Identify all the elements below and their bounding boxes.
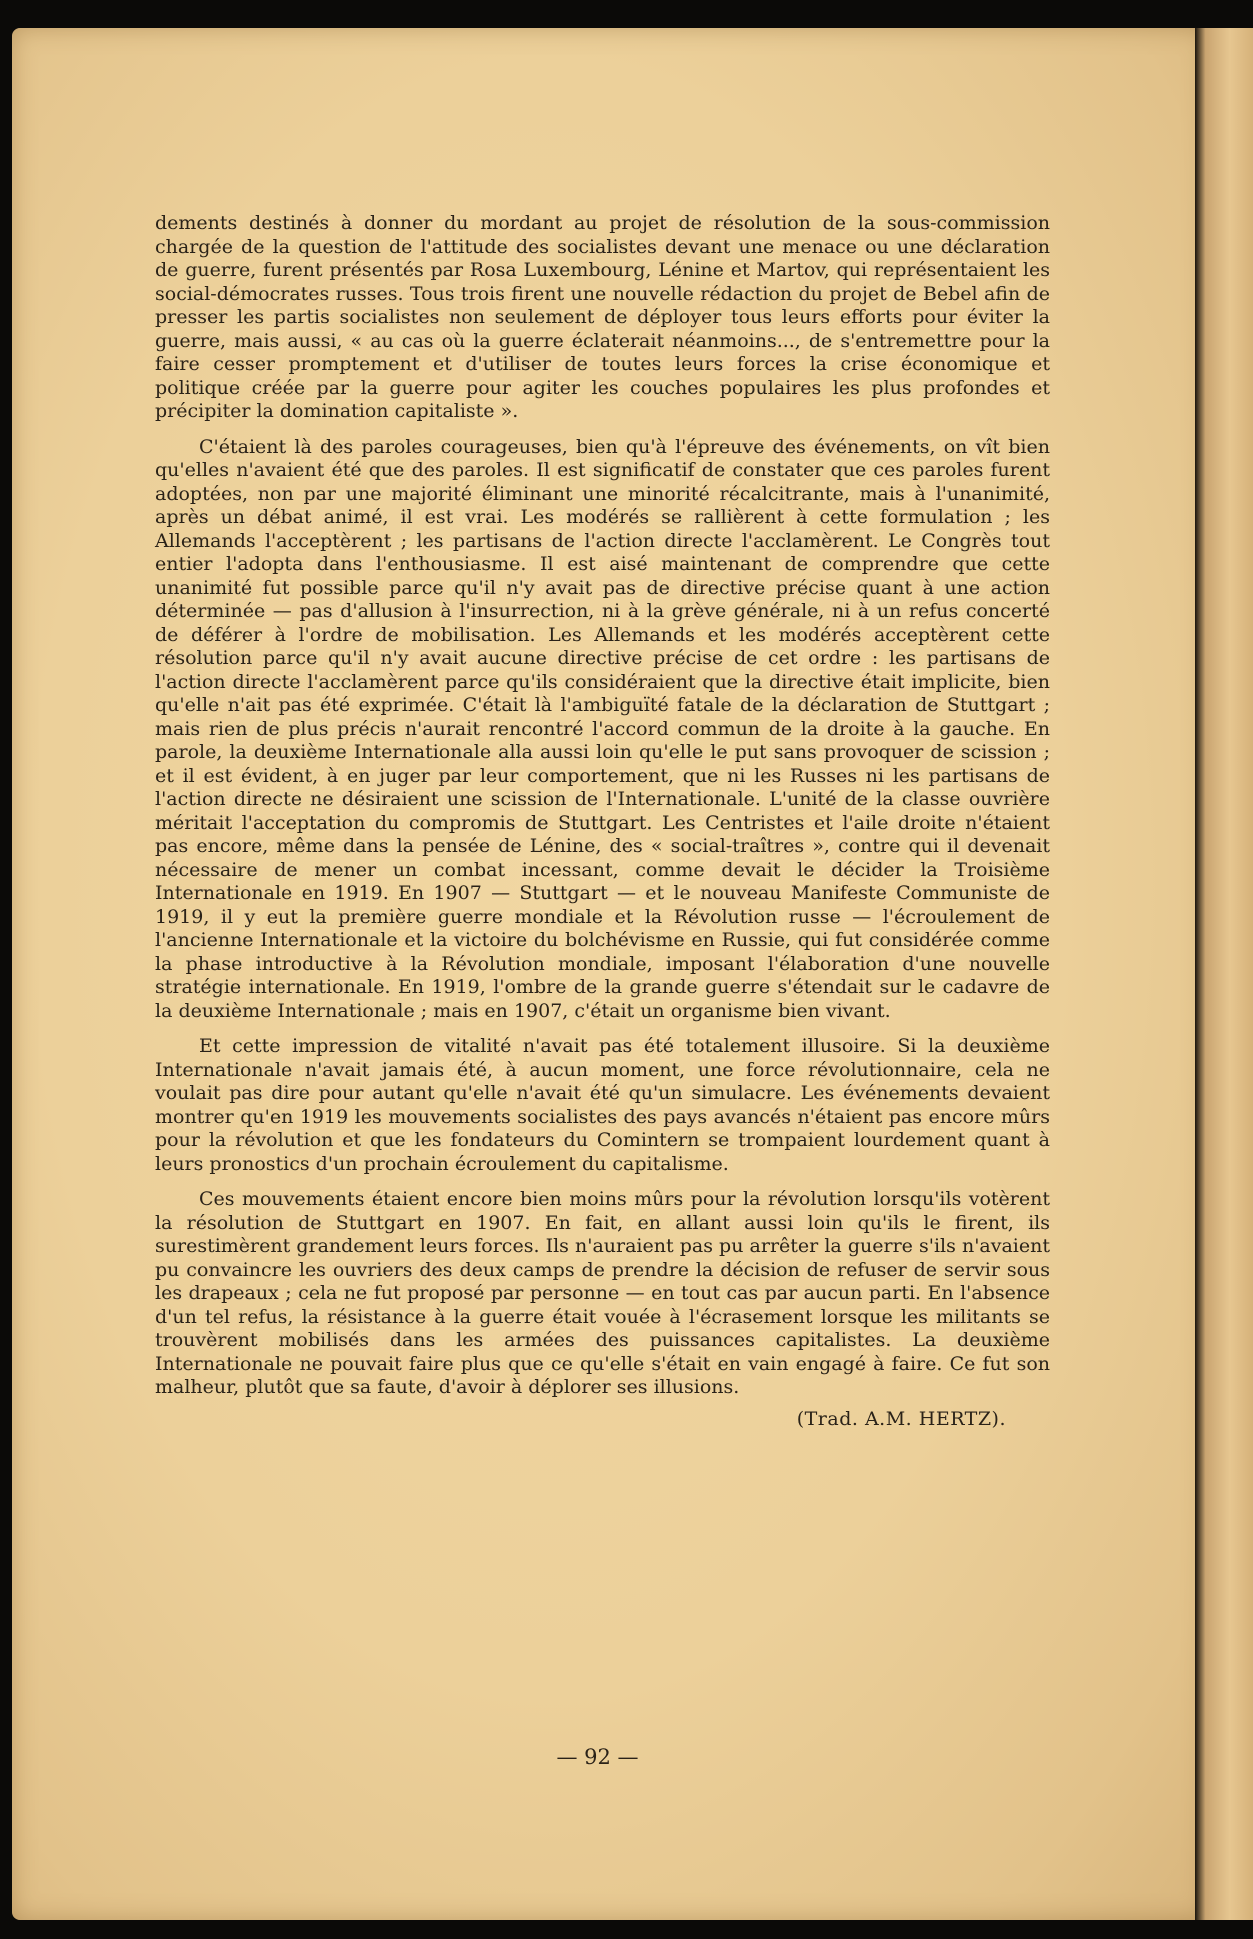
translator-credit: (Trad. A.M. HERTZ). [796,1407,1006,1430]
paragraph-1: dements destinés à donner du mordant au projet de résolution de la sous-commission chargée de la question de l'attitude des socialistes devant une menace ou une déclaration de guerre, furent présentés par Rosa Luxembourg, Lénine et Martov, qui représentaient les social-démocrates russes. Tous trois firent une nouvelle rédaction du projet de Bebel afin de presser les partis socialistes non seulement de déployer tous leurs efforts pour éviter la guerre, mais aussi, « au cas où la guerre éclaterait néanmoins..., de s'entremettre pour la faire cesser promptement et d'utiliser de toutes leurs forces la crise économique et politique créée par la guerre pour agiter les couches populaires les plus profondes et précipiter la domination capitaliste ». [155,212,1050,422]
page-gutter [1195,28,1253,1920]
page-number: — 92 — [556,1745,639,1769]
body-text [155,212,1050,1431]
paragraph-2: C'étaient là des paroles courageuses, bien qu'à l'épreuve des événements, on vît bien qu'elles n'avaient été que des paroles. Il est significatif de constater que ces paroles furent adoptées, non par une majorité éliminant une minorité récalcitrante, mais à l'unanimité, après un débat animé, il est vrai. Les modérés se rallièrent à cette formulation ; les Allemands l'acceptèrent ; les partisans de l'action directe l'acclamèrent. Le Congrès tout entier l'adopta dans l'enthousiasme. Il est aisé maintenant de comprendre que cette unanimité fut possible parce qu'il n'y avait pas de directive précise quant à une action déterminée — pas d'allusion à l'insurrection, ni à la grève générale, ni à un refus concerté de déférer à l'ordre de mobilisation. Les Allemands et les modérés acceptèrent cette résolution parce qu'il n'y avait aucune directive précise de cet ordre : les partisans de l'action directe l'acclamèrent parce qu'ils considéraient que la directive était implicite, bien qu'elle n'ait pas été exprimée. C'était là l'ambiguïté fatale de la déclaration de Stuttgart ; mais rien de plus précis n'aurait rencontré l'accord commun de la droite à la gauche. En parole, la deuxième Internationale alla aussi loin qu'elle le put sans provoquer de scission ; et il est évident, à en juger par leur comportement, que ni les Russes ni les partisans de l'action directe ne désiraient une scission de l'Internationale. L'unité de la classe ouvrière méritait l'acceptation du compromis de Stuttgart. Les Centristes et l'aile droite n'étaient pas encore, même dans la pensée de Lénine, des « social-traîtres », contre qui il devenait nécessaire de mener un combat incessant, comme devait le décider la Troisième Internationale en 1919. En 1907 — Stuttgart — et le nouveau Manifeste Communiste de 1919, il y eut la première guerre mondiale et la Révolution russe — l'écroulement de l'ancienne Internationale et la victoire du bolchévisme en Russie, qui fut considérée comme la phase introductive à la Révolution mondiale, imposant l'élaboration d'une nouvelle stratégie internationale. En 1919, l'ombre de la grande guerre s'étendait sur le cadavre de la deuxième Internationale ; mais en 1907, c'était un organisme bien vivant. [155,435,1050,1022]
paragraph-4: Ces mouvements étaient encore bien moins mûrs pour la révolution lorsqu'ils votèrent la résolution de Stuttgart en 1907. En fait, en allant aussi loin qu'ils le firent, ils surestimèrent grandement leurs forces. Ils n'auraient pas pu arrêter la guerre s'ils n'avaient pu convaincre les ouvriers des deux camps de prendre la décision de refuser de servir sous les drapeaux ; cela ne fut proposé par personne — en tout cas par aucun parti. En l'absence d'un tel refus, la résistance à la guerre était vouée à l'écrasement lorsque les militants se trouvèrent mobilisés dans les armées des puissances capitalistes. La deuxième Internationale ne pouvait faire plus que ce qu'elle s'était en vain engagé à faire. Ce fut son malheur, plutôt que sa faute, d'avoir à déplorer ses illusions. [155,1188,1050,1398]
paragraph-3: Et cette impression de vitalité n'avait pas été totalement illusoire. Si la deuxième Internationale n'avait jamais été, à aucun moment, une force révolutionnaire, cela ne voulait pas dire pour autant qu'elle n'avait été qu'un simulacre. Les événements devaient montrer qu'en 1919 les mouvements socialistes des pays avancés n'étaient pas encore mûrs pour la révolution et que les fondateurs du Comintern se trompaient lourdement quant à leurs pronostics d'un prochain écroulement du capitalisme. [155,1035,1050,1175]
